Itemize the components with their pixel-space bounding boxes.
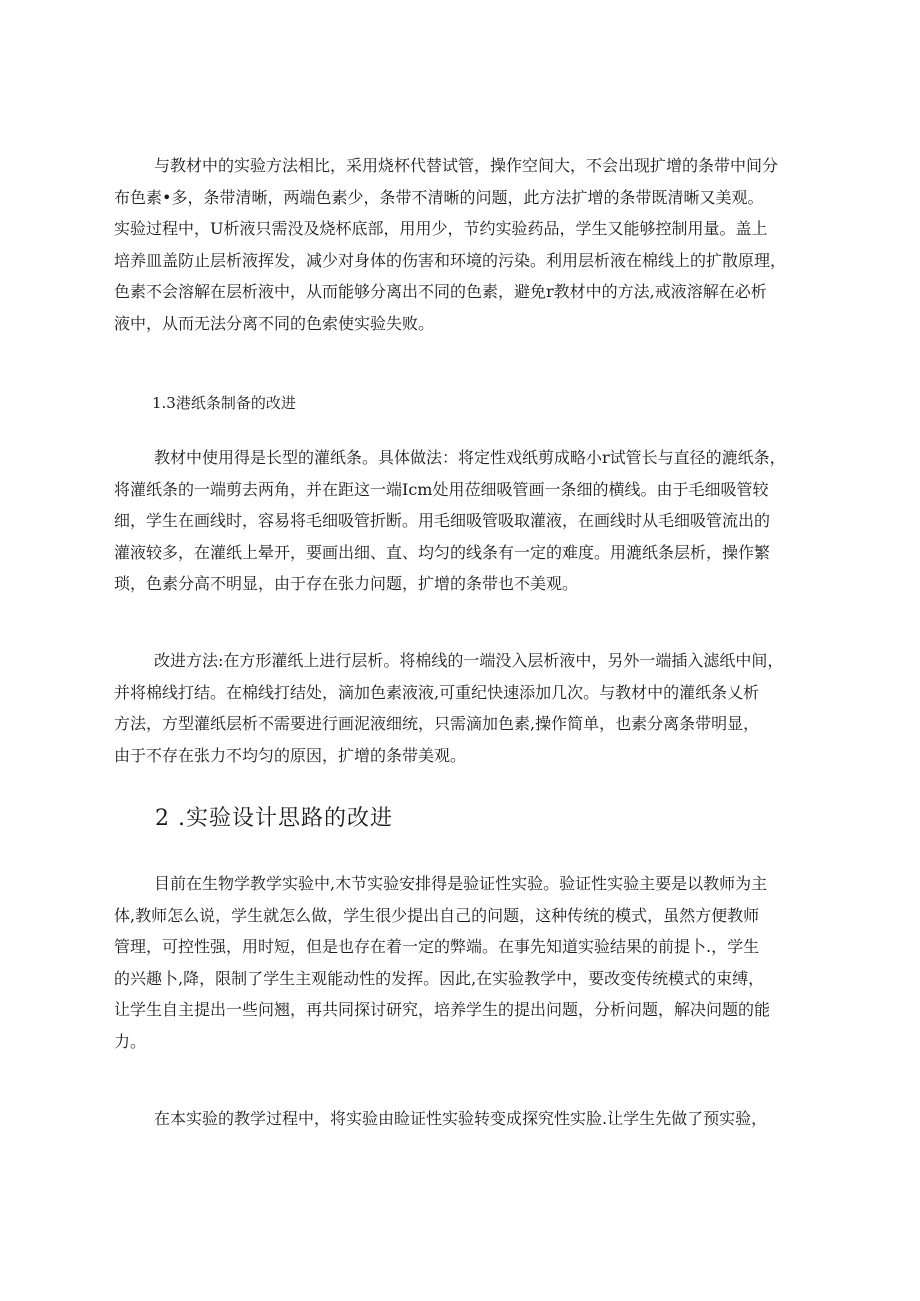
text-line: 培养皿盖防止层析液挥发，减少对身体的伤害和环境的污染。利用层析液在棉线上的扩散原理， <box>114 250 787 270</box>
paragraph-design-idea <box>114 868 804 1057</box>
text-line: 力。 <box>114 1031 147 1051</box>
text-line: 的兴趣卜,降，限制了学生主观能动性的发挥。因此,在实验教学中，要改变传统模式的束缚， <box>114 968 765 988</box>
text-line: 细，学生在画线时，容易将毛细吸管折断。用毛细吸管吸取灌液，在画线时从毛细吸管流出的 <box>114 511 771 530</box>
text-line: 并将棉线打结。在棉线打结处，滴加色素液液,可重纪快速添加几次。与教材中的灌纸条乂析 <box>114 682 760 702</box>
text-line: 色素不会溶解在层析液中，从而能够分离出不同的色素，避免r教材中的方法,戒液溶解在必析 <box>114 282 767 301</box>
text-line: 实验过程中，U析液只需没及烧杯底部，用用少，节约实验药品，学生又能够控制用量。盖上 <box>114 219 768 238</box>
text-line: 方法，方型灌纸层析不需要进行画泥液细统，只需滴加色素,操作简单，也素分离条带明显， <box>114 714 760 733</box>
text-line: 体,教师怎么说，学生就怎么做，学生很少提出自己的问题，这种传统的模式，虽然方便教师 <box>114 905 760 925</box>
text-line: 让学生自主提出一些问翘，再共同探讨研究，培养学生的提出问题，分析问题，解决问题的能 <box>114 1000 771 1019</box>
text-line: 与教材中的实验方法相比，采用烧杯代替试管，操作空间大，不会出现扩增的条带中间分 <box>154 156 779 175</box>
paragraph-teaching-process <box>114 1103 804 1135</box>
section-heading-2: 2 .实验设计思路的改进 <box>155 806 393 831</box>
text-line: 布色素•多，条带清晰，两端色素少，条带不清晰的问题，此方法扩增的条带既清晰又美观。 <box>114 187 764 207</box>
section-heading-1-3: 1.3港纸条制备的改进 <box>152 394 296 412</box>
text-line: 液中，从而无法分离不同的色索使实验失败。 <box>114 313 435 333</box>
text-line: 管理，可控性强，用时短，但是也存在着一定的弊端。在事先知道实验结果的前提卜.，学生 <box>114 937 760 956</box>
text-line: 在本实验的教学过程中，将实验由睑证性实验转变成探究性实脸.让学生先做了预实验， <box>154 1109 768 1128</box>
text-line: 琐，色素分高不明显，由于存在张力问题，扩增的条带也不美观。 <box>114 574 579 593</box>
text-line: 教材中使用得是长型的灌纸条。具体做法：将定性戏纸剪成略小r试管长与直径的漉纸条， <box>154 448 786 467</box>
text-line: 改进方法:在方形灌纸上进行层析。将棉线的一端没入层析液中，另外一端插入滤纸中间， <box>154 651 784 670</box>
paragraph-filter-strip <box>114 442 804 600</box>
text-line: 将灌纸条的一端剪去两角，并在距这一端Icm处用莅细吸管画一条细的横线。由于毛细吸管较 <box>114 479 769 499</box>
paragraph-improved-method <box>114 645 804 771</box>
text-line: 由于不存在张力不均匀的原因，扩增的条带美观。 <box>114 745 467 765</box>
text-line: 目前在生物学教学实验中,木节实验安排得是验证性实验。验证性实验主要是以教师为主 <box>154 874 768 893</box>
text-line: 灌液较多，在灌纸上晕开，要画出细、直、均匀的线条有一定的难度。用漉纸条层析，操作繁 <box>114 542 771 562</box>
paragraph-chromatography-beaker <box>114 150 804 339</box>
